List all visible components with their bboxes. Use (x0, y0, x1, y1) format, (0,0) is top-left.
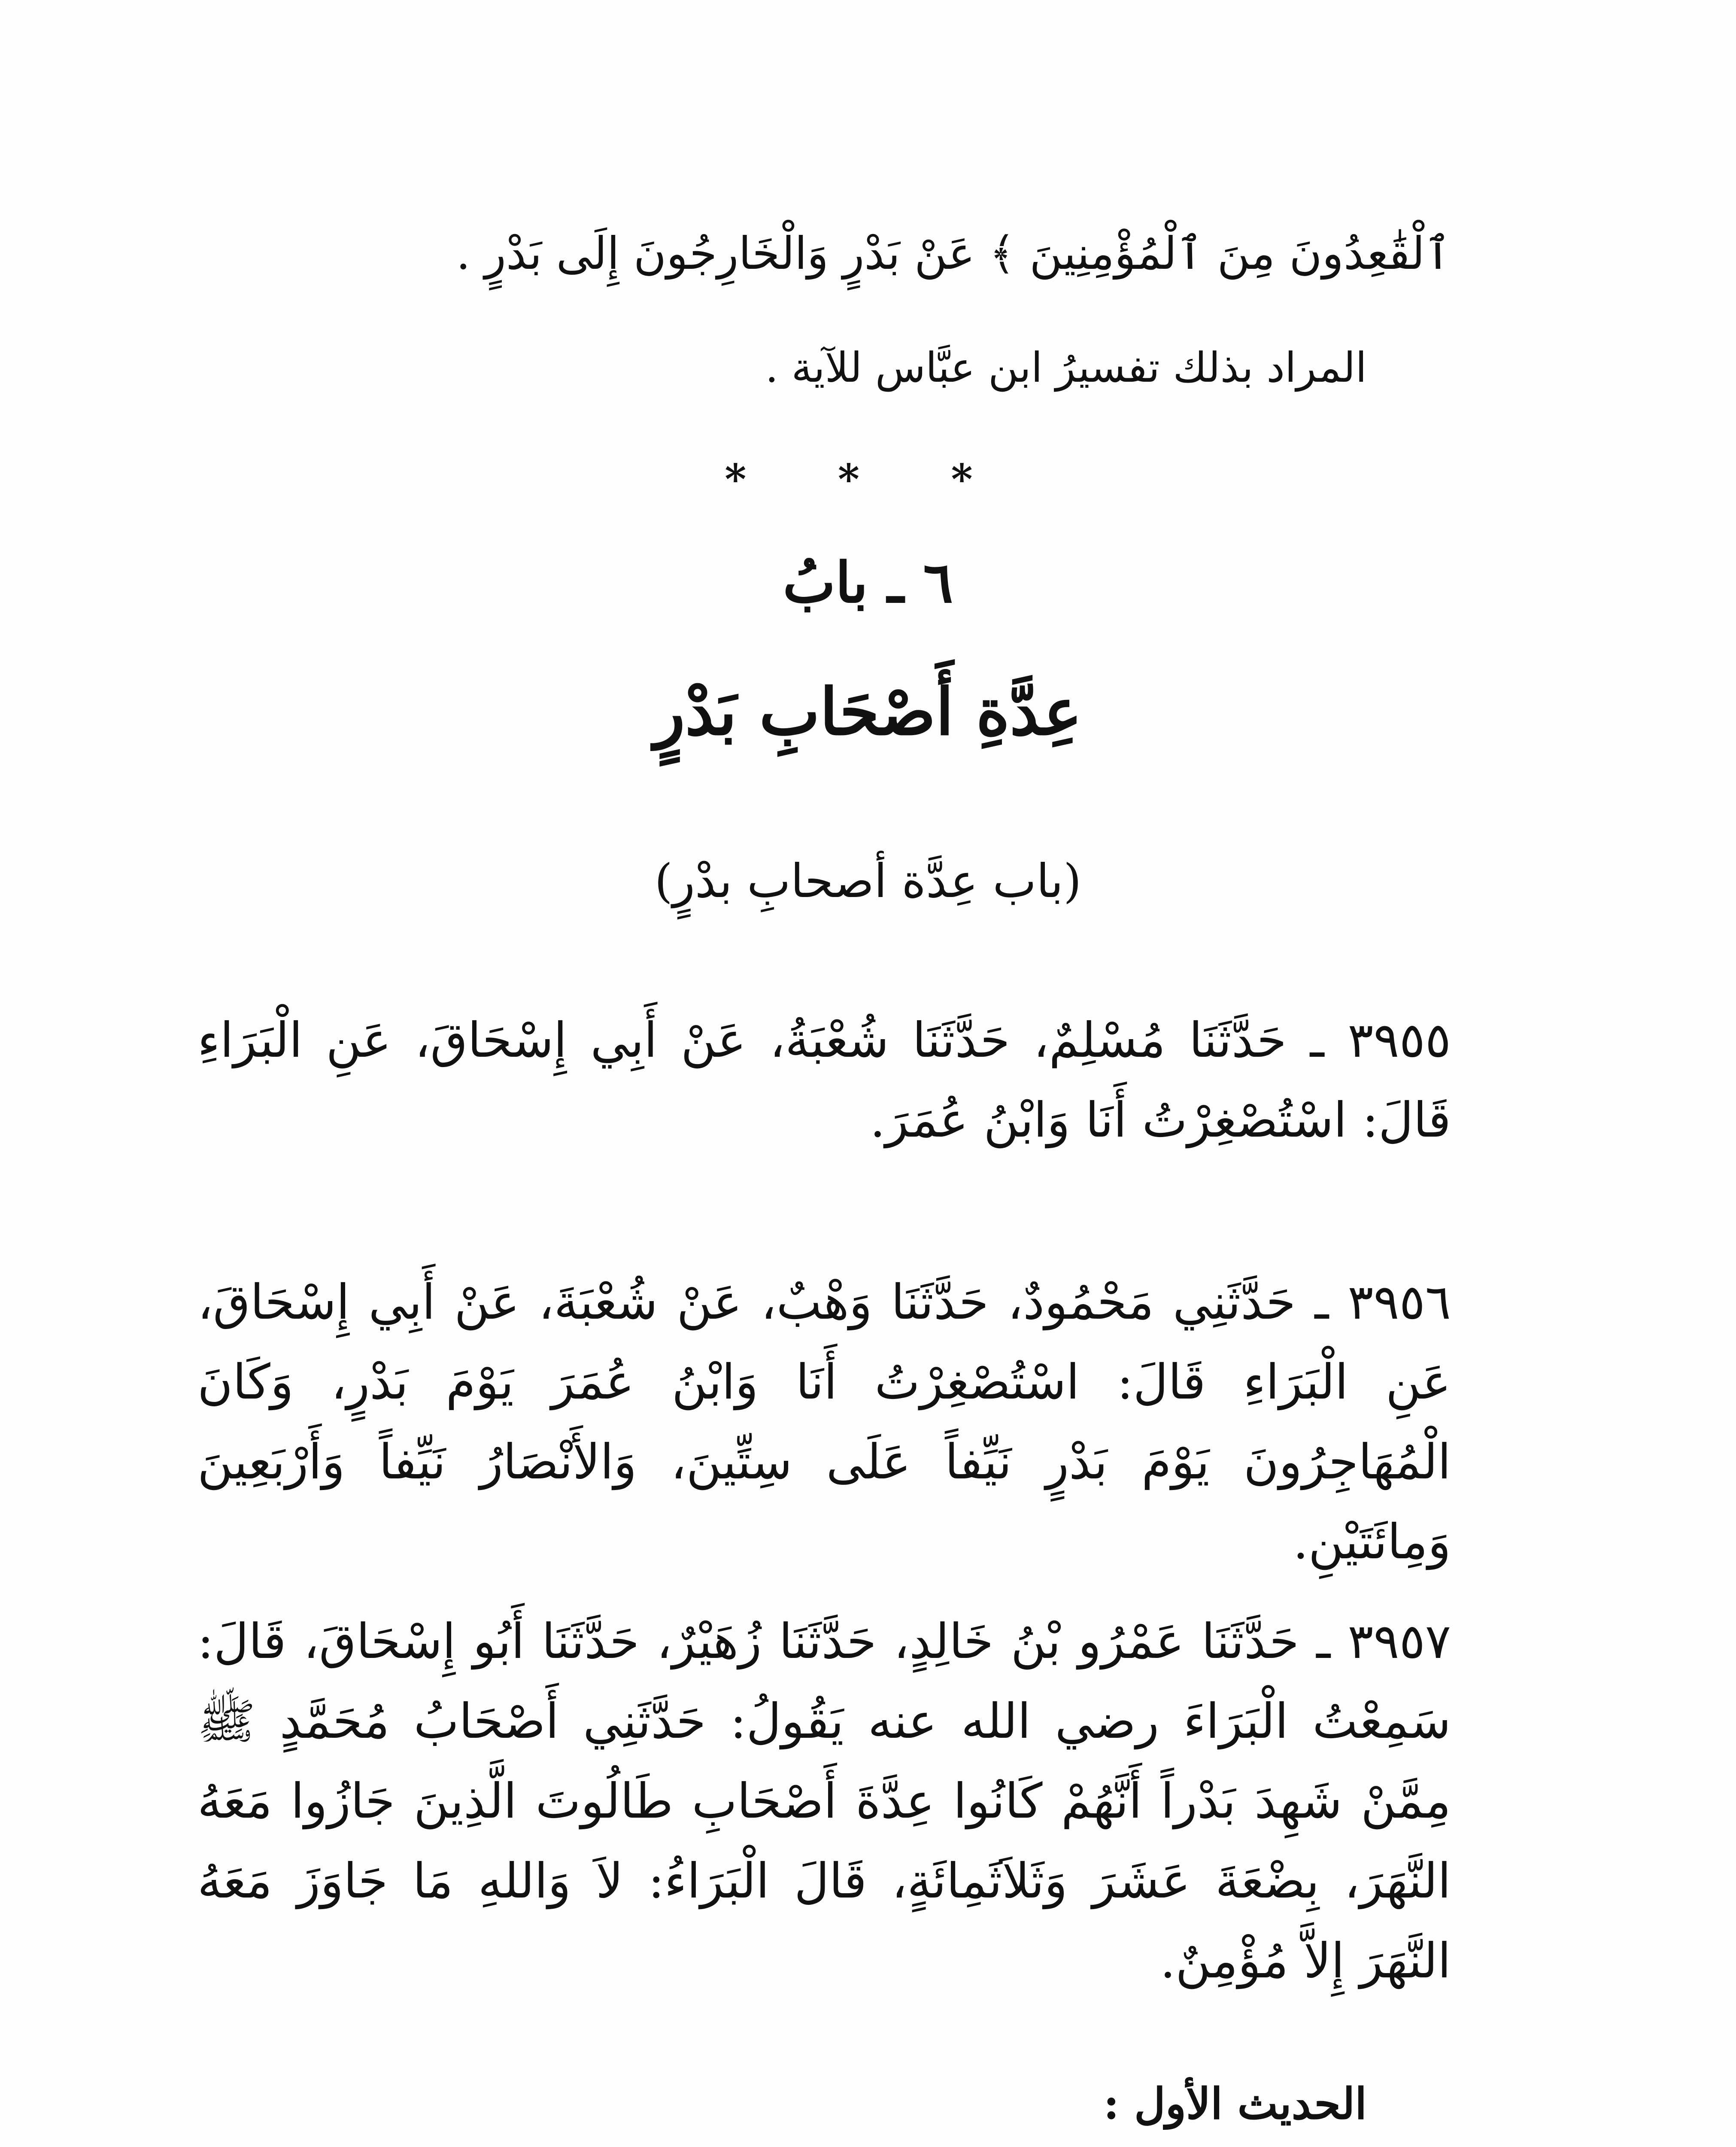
hadith-3957: ٣٩٥٧ ـ حَدَّثَنَا عَمْرُو بْنُ خَالِدٍ، حَدَّثَنَا زُهَيْرٌ، حَدَّثَنَا أَبُو إِسْحَاقَ، قَالَ: سَمِعْتُ الْبَرَاءَ رضي الله عنه يَقُولُ: حَدَّثَنِي أَصْحَابُ مُحَمَّدٍ ﷺ مِمَّنْ شَهِدَ بَدْراً أَنَّهُمْ كَانُوا عِدَّةَ أَصْحَابِ طَالُوتَ الَّذِينَ جَازُوا مَعَهُ النَّهَرَ، بِضْعَةَ عَشَرَ وَثَلاَثَمِائَةٍ، قَالَ الْبَرَاءُ: لاَ وَاللهِ مَا جَاوَزَ مَعَهُ النَّهَرَ إِلاَّ مُؤْمِنٌ. (197, 1614, 1451, 1989)
chapter-subtitle: (باب عِدَّة أصحابِ بدْرٍ) (654, 855, 1082, 908)
commentary-heading: الحديث الأول : (1103, 2078, 1367, 2129)
chapter-number: ٦ ـ بابُ (783, 550, 953, 615)
section-separator: * * * (725, 455, 1011, 504)
quran-continuation-line: ٱلْقَٰعِدُونَ مِنَ ٱلْمُؤْمِنِينَ ﴾ عَنْ بَدْرٍ وَالْخَارِجُونَ إِلَى بَدْرٍ . (456, 227, 1451, 280)
explanatory-note: المراد بذلك تفسيرُ ابن عبَّاس للآية . (765, 344, 1367, 392)
hadith-3956: ٣٩٥٦ ـ حَدَّثَنِي مَحْمُودٌ، حَدَّثَنَا وَهْبٌ، عَنْ شُعْبَةَ، عَنْ أَبِي إِسْحَاقَ، عَنِ الْبَرَاءِ قَالَ: اسْتُصْغِرْتُ أَنَا وَابْنُ عُمَرَ يَوْمَ بَدْرٍ، وَكَانَ الْمُهَاجِرُونَ يَوْمَ بَدْرٍ نَيِّفاً عَلَى سِتِّينَ، وَالأَنْصَارُ نَيِّفاً وَأَرْبَعِينَ وَمِائَتَيْنِ. (197, 1274, 1451, 1570)
hadith-3955: ٣٩٥٥ ـ حَدَّثَنَا مُسْلِمٌ، حَدَّثَنَا شُعْبَةُ، عَنْ أَبِي إِسْحَاقَ، عَنِ الْبَرَاءِ قَالَ: اسْتُصْغِرْتُ أَنَا وَابْنُ عُمَرَ. (197, 1013, 1451, 1148)
chapter-title: عِدَّةِ أَصْحَابِ بَدْرٍ (654, 674, 1082, 750)
